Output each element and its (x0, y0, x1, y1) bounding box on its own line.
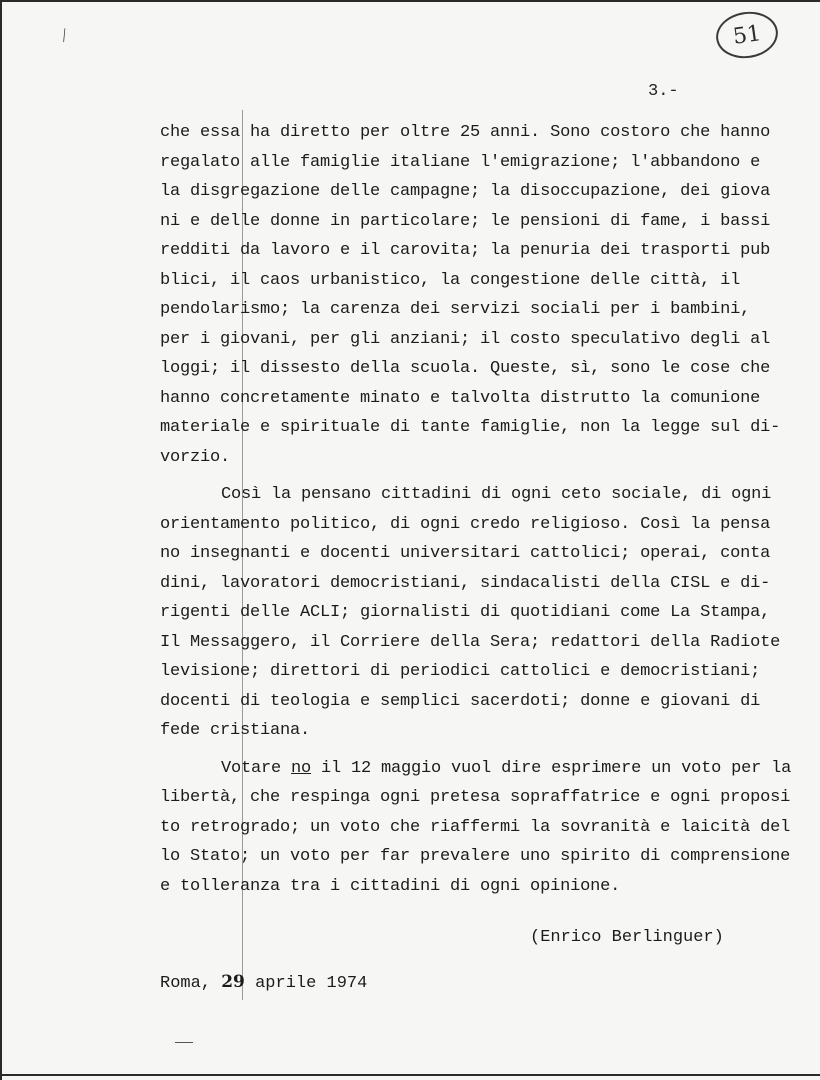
text-line: Così la pensano cittadini di ogni ceto sociale, di ogni (221, 485, 772, 504)
text-line: lo Stato; un voto per far prevalere uno spirito di comprensione (160, 847, 791, 866)
text-line: pendolarismo; la carenza dei servizi sociali per i bambini, (160, 300, 751, 319)
text-line: Il Messaggero, il Corriere della Sera; redattori della Radiote (160, 632, 781, 652)
paragraph (160, 118, 810, 472)
text-line: materiale e spirituale di tante famiglie, non la legge sul di- (160, 418, 781, 437)
paragraph (160, 754, 810, 902)
text-line: Votare no il 12 maggio vuol dire esprimere un voto per la (221, 758, 792, 778)
text-line: blici, il caos urbanistico, la congestione delle città, il (160, 270, 741, 290)
text-line: ni e delle donne in particolare; le pensioni di fame, i bassi (160, 211, 771, 231)
paragraph (160, 480, 810, 746)
text-line: e tolleranza tra i cittadini di ogni opinione. (160, 876, 621, 896)
text-line: hanno concretamente minato e talvolta distrutto la comunione (160, 388, 761, 408)
text-line: fede cristiana. (160, 721, 311, 740)
text-line: dini, lavoratori democristiani, sindacalisti della CISL e di- (160, 573, 771, 593)
scan-border-bottom (0, 1074, 820, 1076)
bottom-dash (175, 1042, 193, 1043)
date-line (160, 972, 367, 993)
text-line: libertà, che respinga ogni pretesa sopraffatrice e ogni proposi (160, 788, 791, 807)
page-number: 3.- (648, 82, 679, 101)
underlined-no: no (291, 758, 312, 778)
text-line: levisione; direttori di periodici cattolici e democristiani; (160, 662, 761, 681)
text-line: rigenti delle ACLI; giornalisti di quotidiani come La Stampa, (160, 603, 771, 622)
date-day-handwritten: 29 (221, 972, 245, 992)
text-line: per i giovani, per gli anziani; il costo speculativo degli al (160, 329, 771, 349)
date-rest: aprile 1974 (255, 974, 368, 993)
text-line: la disgregazione delle campagne; la disoccupazione, dei giova (160, 182, 771, 201)
text-line: regalato alle famiglie italiane l'emigrazione; l'abbandono e (160, 152, 761, 172)
text-line: vorzio. (160, 447, 231, 467)
text-line: docenti di teologia e semplici sacerdoti; donne e giovani di (160, 691, 761, 711)
text-line: che essa ha diretto per oltre 25 anni. Sono costoro che hanno (160, 123, 771, 142)
scan-border-left (0, 0, 2, 1080)
corner-tick-mark: ⟋ (56, 26, 74, 46)
text-line: redditi da lavoro e il carovita; la penuria dei trasporti pub (160, 241, 771, 260)
text-line: to retrogrado; un voto che riaffermi la sovranità e laicità del (160, 817, 791, 837)
signature: (Enrico Berlinguer) (530, 928, 724, 947)
page-stamp (713, 8, 781, 62)
text-line: no insegnanti e docenti universitari cattolici; operai, conta (160, 544, 771, 563)
letter-body (160, 118, 810, 901)
date-prefix: Roma, (160, 974, 212, 993)
text-line: loggi; il dissesto della scuola. Queste, sì, sono le cose che (160, 359, 771, 378)
scan-border-top (0, 0, 820, 2)
stamp-number: 51 (731, 20, 763, 50)
text-line: orientamento politico, di ogni credo religioso. Così la pensa (160, 514, 771, 534)
